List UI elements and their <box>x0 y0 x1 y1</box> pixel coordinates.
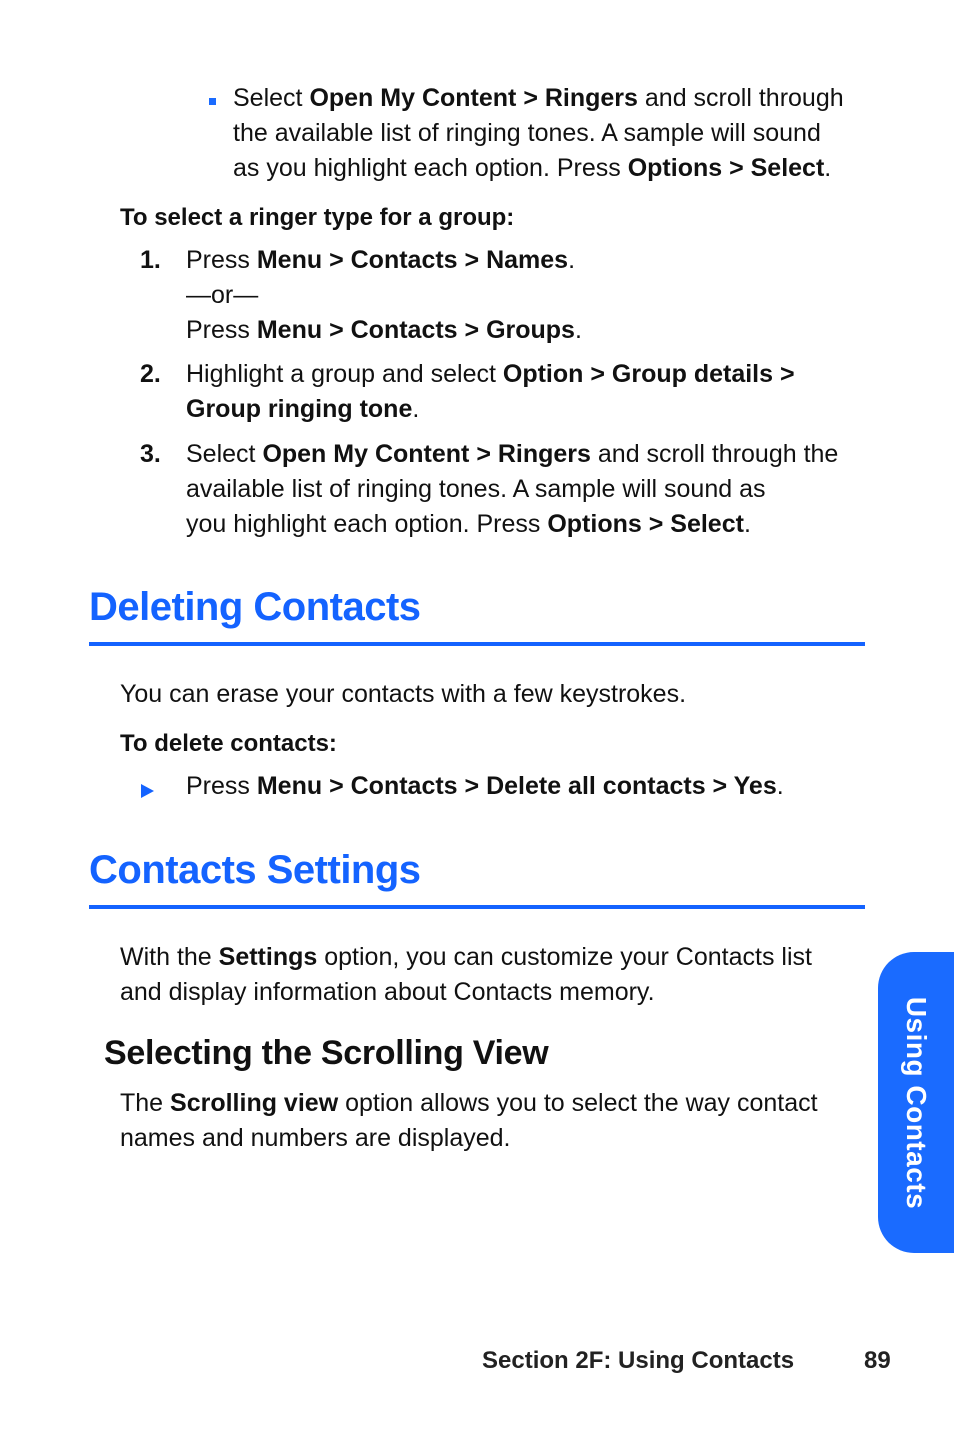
section-title-deleting: Deleting Contacts <box>89 585 421 629</box>
step-number: 2. <box>140 360 161 388</box>
procedure-heading-group: To select a ringer type for a group: <box>120 204 515 231</box>
step-number: 3. <box>140 440 161 468</box>
side-tab-label: Using Contacts <box>901 996 932 1209</box>
top-bullet-text: Select Open My Content > Ringers and scroll through the available list of ringing tones. A sample will sound as you highlight each option. Press Options > Select. <box>233 84 844 182</box>
or-separator: —or— <box>186 281 259 309</box>
step-number: 1. <box>140 246 161 274</box>
page-number: 89 <box>864 1347 891 1374</box>
deleting-intro: You can erase your contacts with a few keystrokes. <box>120 680 687 708</box>
delete-step-text: Press Menu > Contacts > Delete all contacts > Yes. <box>186 772 784 800</box>
footer-section: Section 2F: Using Contacts <box>482 1347 795 1374</box>
section-title-settings: Contacts Settings <box>89 848 421 892</box>
section-rule <box>89 905 865 909</box>
scrolling-view-text: The Scrolling view option allows you to select the way contact names and numbers are displayed. <box>120 1089 818 1152</box>
step-3-text: Select Open My Content > Ringers and scroll through the available list of ringing tones. A sample will sound as you highlight each option. Press Options > Select. <box>186 440 839 538</box>
step-2-text: Highlight a group and select Option > Group details > Group ringing tone. <box>186 360 795 423</box>
bullet-square-icon <box>209 98 216 105</box>
settings-intro: With the Settings option, you can customize your Contacts list and display information about Contacts memory. <box>120 943 812 1006</box>
subsection-title-scrolling-view: Selecting the Scrolling View <box>104 1034 549 1072</box>
section-rule <box>89 642 865 646</box>
procedure-heading-delete: To delete contacts: <box>120 730 337 757</box>
step-1-text: Press Menu > Contacts > Names. —or— Press Menu > Contacts > Groups. <box>186 243 856 348</box>
side-tab-using-contacts <box>878 952 954 1253</box>
arrow-bullet-icon <box>141 784 154 798</box>
